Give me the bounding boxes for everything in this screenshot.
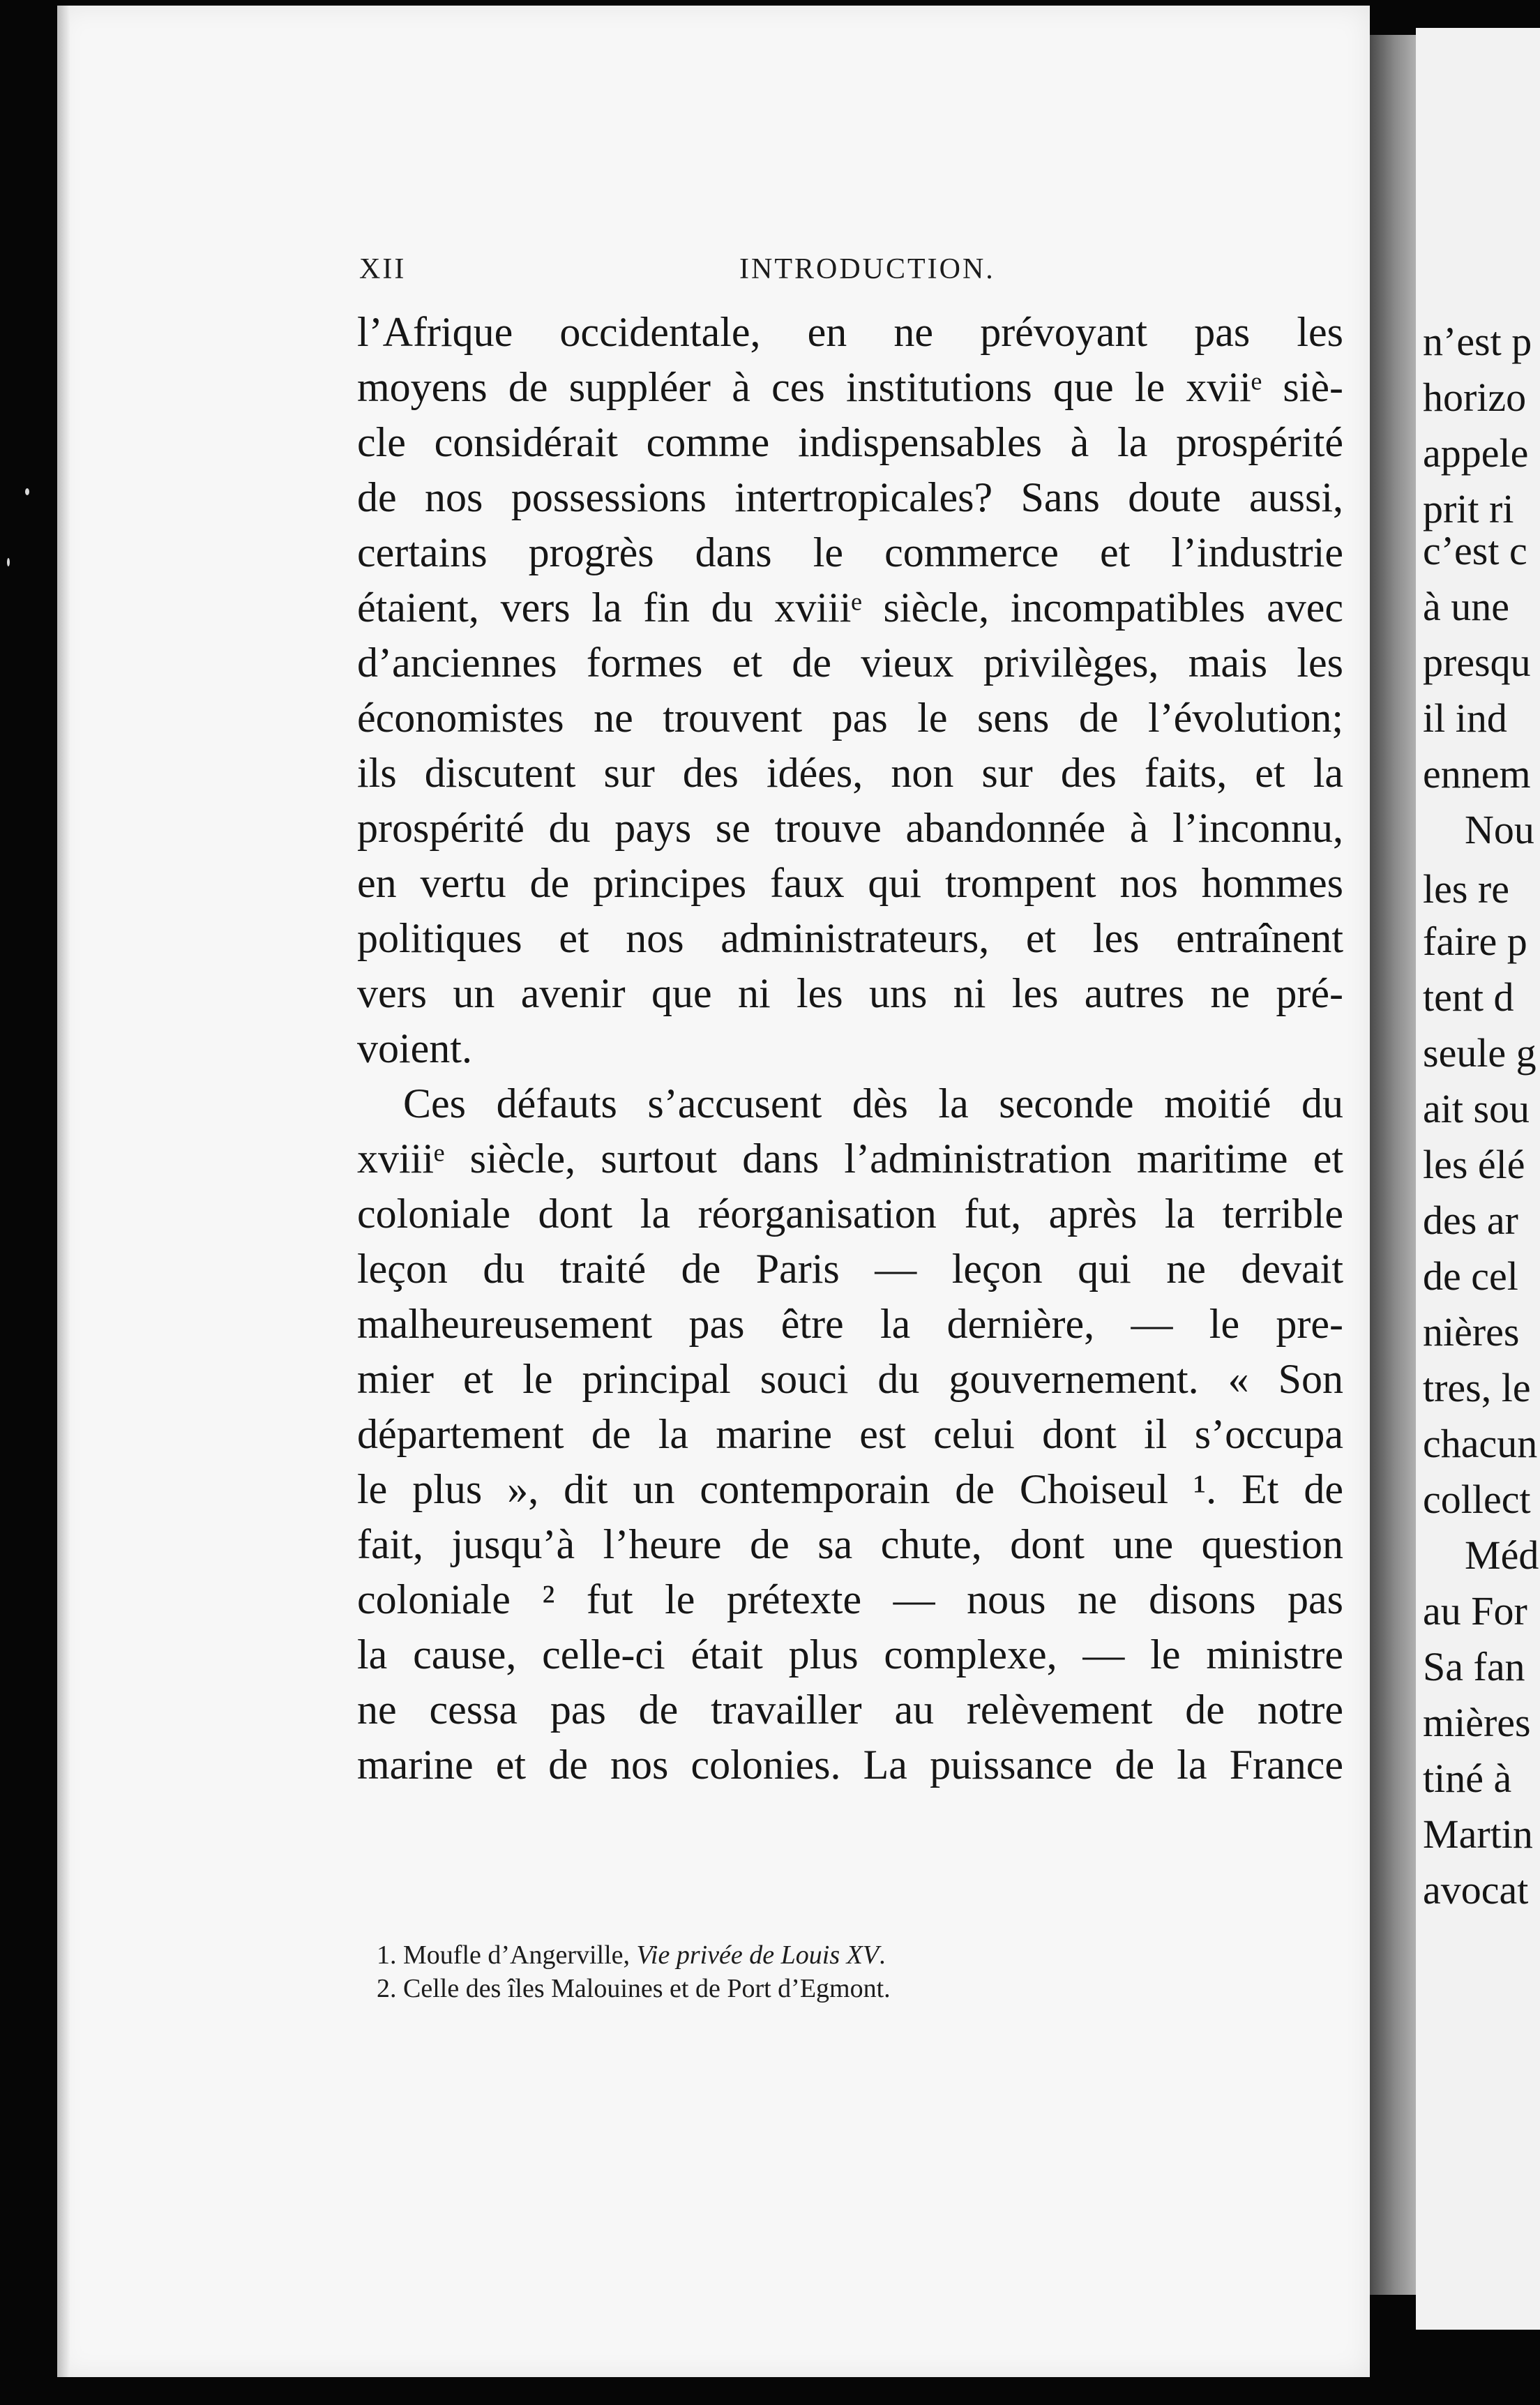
text-line: marine et de nos colonies. La puissance de la France	[357, 1742, 1343, 1788]
scan-speck	[25, 488, 29, 495]
adjacent-page-line: tent d	[1423, 974, 1514, 1020]
adjacent-page-line: seule g	[1423, 1030, 1537, 1076]
text-line: ils discutent sur des idées, non sur des faits, et la	[357, 750, 1343, 796]
adjacent-page-line: il ind	[1423, 695, 1507, 741]
text-line: leçon du traité de Paris — leçon qui ne devait	[357, 1246, 1343, 1292]
adjacent-page-line: de cel	[1423, 1253, 1518, 1299]
text-line: politiques et nos administrateurs, et les entraînent	[357, 915, 1343, 961]
text-line: l’Afrique occidentale, en ne prévoyant pas les	[357, 309, 1343, 355]
text-line: prospérité du pays se trouve abandonnée à l’inconnu,	[357, 805, 1343, 851]
text-line: coloniale ² fut le prétexte — nous ne disons pas	[357, 1576, 1343, 1622]
footnote-mark: 2.	[377, 1974, 397, 2003]
footnotes	[377, 1938, 1283, 2005]
running-title: INTRODUCTION.	[739, 253, 995, 285]
adjacent-page	[1416, 28, 1540, 2330]
running-head	[359, 252, 1336, 294]
adjacent-page-line: chacun	[1423, 1421, 1538, 1466]
adjacent-page-line: Martin	[1423, 1811, 1533, 1857]
text-line: cle considérait comme indispensables à la prospérité	[357, 419, 1343, 465]
adjacent-page-line: collect	[1423, 1477, 1531, 1522]
adjacent-page-line: ait sou	[1423, 1086, 1530, 1131]
body-text	[357, 305, 1343, 1793]
footnote-2	[377, 1972, 1283, 2005]
adjacent-page-line: prit ri	[1423, 486, 1514, 531]
text-line: fait, jusqu’à l’heure de sa chute, dont une question	[357, 1521, 1343, 1567]
text-line: malheureusement pas être la dernière, — le pre-	[357, 1301, 1343, 1347]
text-line: coloniale dont la réorganisation fut, après la terrible	[357, 1191, 1343, 1237]
footnote-work-title: Vie privée de Louis XV	[636, 1940, 880, 1970]
page-edge	[57, 6, 70, 2377]
adjacent-page-line: mières	[1423, 1700, 1531, 1745]
adjacent-page-line: n’est p	[1423, 319, 1532, 364]
adjacent-page-line: les re	[1423, 866, 1509, 912]
adjacent-page-line: faire p	[1423, 919, 1527, 964]
adjacent-page-line: Méd	[1465, 1532, 1539, 1578]
adjacent-page-line: c’est c	[1423, 528, 1527, 573]
page-number: XII	[359, 253, 407, 285]
text-line: xviiiᵉ siècle, surtout dans l’administration maritime et	[357, 1136, 1343, 1182]
footnote-text: Moufle d’Angerville,	[403, 1940, 637, 1970]
adjacent-page-line: les élé	[1423, 1142, 1525, 1187]
adjacent-page-line: tres, le	[1423, 1365, 1531, 1410]
adjacent-page-line: horizo	[1423, 375, 1527, 420]
adjacent-page-line: au For	[1423, 1588, 1527, 1634]
adjacent-page-line: appele	[1423, 430, 1529, 476]
footnote-punct: .	[879, 1940, 886, 1970]
adjacent-page-line: à une	[1423, 584, 1509, 629]
paragraph-start-line: Ces défauts s’accusent dès la seconde moitié du	[403, 1080, 1343, 1126]
adjacent-page-line: Nou	[1465, 807, 1534, 852]
text-line: d’anciennes formes et de vieux privilèges, mais les	[357, 640, 1343, 686]
text-line: économistes ne trouvent pas le sens de l’évolution;	[357, 695, 1343, 741]
adjacent-page-line: des ar	[1423, 1198, 1518, 1243]
footnote-mark: 1.	[377, 1940, 397, 1970]
text-line: mier et le principal souci du gouvernement. « Son	[357, 1356, 1343, 1402]
adjacent-page-line: nières	[1423, 1309, 1520, 1355]
footnote-text: Celle des îles Malouines et de Port d’Egmont.	[403, 1974, 891, 2003]
text-line: certains progrès dans le commerce et l’industrie	[357, 529, 1343, 575]
adjacent-page-line: presqu	[1423, 640, 1531, 685]
adjacent-page-line: tiné à	[1423, 1756, 1512, 1801]
text-line: en vertu de principes faux qui trompent nos hommes	[357, 860, 1343, 906]
text-line: vers un avenir que ni les uns ni les autres ne pré-	[357, 970, 1343, 1016]
adjacent-page-line: ennem	[1423, 751, 1531, 797]
text-line: le plus », dit un contemporain de Choiseul ¹. Et de	[357, 1466, 1343, 1512]
text-line: département de la marine est celui dont il s’occupa	[357, 1411, 1343, 1457]
text-line: ne cessa pas de travailler au relèvement de notre	[357, 1687, 1343, 1733]
text-line: étaient, vers la fin du xviiiᵉ siècle, incompatibles avec	[357, 585, 1343, 631]
footnote-1	[377, 1938, 1283, 1972]
text-line: moyens de suppléer à ces institutions que le xviiᵉ siè-	[357, 364, 1343, 410]
text-line: voient.	[357, 1025, 472, 1071]
text-line: la cause, celle-ci était plus complexe, — le ministre	[357, 1631, 1343, 1678]
adjacent-page-line: Sa fan	[1423, 1644, 1525, 1689]
adjacent-page-line: avocat	[1423, 1867, 1529, 1913]
scan-speck	[7, 558, 10, 566]
text-line: de nos possessions intertropicales? Sans doute aussi,	[357, 474, 1343, 520]
